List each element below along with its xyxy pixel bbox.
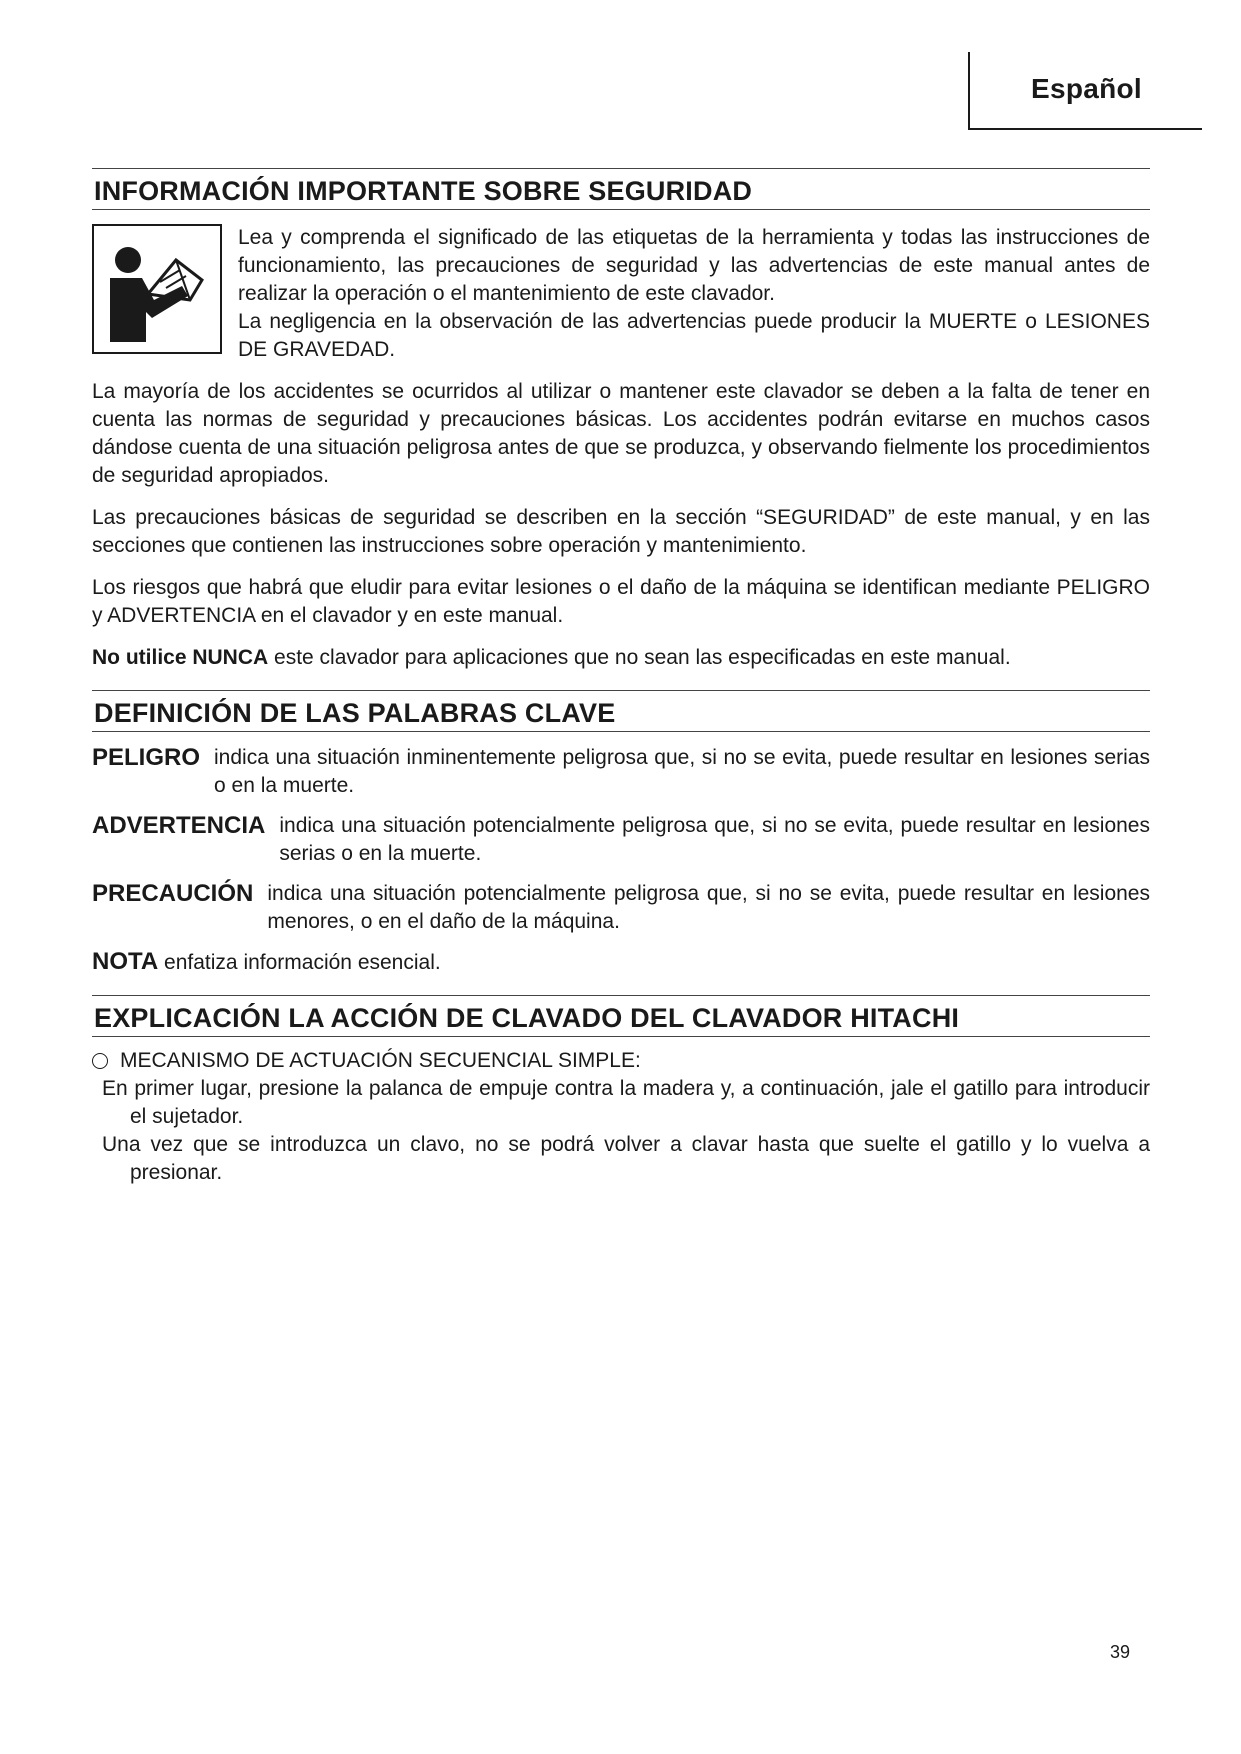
explanation-section-title: EXPLICACIÓN LA ACCIÓN DE CLAVADO DEL CLAVADOR HITACHI	[92, 995, 1150, 1037]
peligro-term: PELIGRO	[92, 744, 201, 771]
definitions-section-title: DEFINICIÓN DE LAS PALABRAS CLAVE	[92, 690, 1150, 732]
never-use-emphasis: No utilice NUNCA	[92, 646, 269, 669]
explanation-step-2: Una vez que se introduzca un clavo, no se podrá volver a clavar hasta que suelte el gatillo y lo vuelva a presionar.	[102, 1133, 1150, 1184]
explanation-step-1: En primer lugar, presione la palanca de empuje contra la madera y, a continuación, jale el gatillo para introducir el sujetador.	[102, 1077, 1150, 1128]
language-label: Español	[1030, 73, 1142, 104]
definition-nota	[92, 948, 1150, 977]
page-content	[92, 168, 1150, 1187]
safety-paragraph-1: La mayoría de los accidentes se ocurridos al utilizar o mantener este clavador se deben a la falta de tener en cuenta las normas de seguridad y precauciones básicas. Los accidentes podrán evitarse en muchos casos dándose cuenta de una situación peligrosa antes de que se produzca, y observando fielmente los procedimientos de seguridad apropiados.	[92, 380, 1150, 487]
safety-intro-text	[238, 224, 1150, 364]
mechanism-label: MECANISMO DE ACTUACIÓN SECUENCIAL SIMPLE:	[120, 1049, 641, 1072]
nota-term: NOTA	[92, 948, 159, 975]
read-manual-icon	[92, 224, 222, 354]
nota-text: enfatiza información esencial.	[158, 951, 441, 974]
nota-line	[92, 948, 441, 977]
advertencia-term: ADVERTENCIA	[92, 812, 266, 839]
safety-paragraph-3: Los riesgos que habrá que eludir para evitar lesiones o el daño de la máquina se identifican mediante PELIGRO y ADVERTENCIA en el clavador y en este manual.	[92, 576, 1150, 627]
safety-paragraph-4	[92, 644, 1150, 672]
definitions-list	[92, 744, 1150, 977]
mechanism-heading	[92, 1047, 1150, 1075]
safety-intro	[92, 224, 1150, 364]
intro-paragraph-2: La negligencia en la observación de las advertencias puede producir la MUERTE o LESIONES DE GRAVEDAD.	[238, 310, 1150, 361]
intro-paragraph-1: Lea y comprenda el significado de las etiquetas de la herramienta y todas las instrucciones de funcionamiento, las precauciones de seguridad y las advertencias de este manual antes de realizar la operación o el mantenimiento de este clavador.	[238, 226, 1150, 305]
safety-paragraph-2: Las precauciones básicas de seguridad se describen en la sección “SEGURIDAD” de este manual, y en las secciones que contienen las instrucciones sobre operación y mantenimiento.	[92, 506, 1150, 557]
precaucion-text: indica una situación potencialmente peligrosa que, si no se evita, puede resultar en lesiones menores, o en el daño de la máquina.	[267, 882, 1150, 933]
definition-peligro	[92, 744, 1150, 800]
advertencia-text: indica una situación potencialmente peligrosa que, si no se evita, puede resultar en lesiones serias o en la muerte.	[279, 814, 1150, 865]
peligro-text: indica una situación inminentemente peligrosa que, si no se evita, puede resultar en lesiones serias o en la muerte.	[214, 746, 1150, 797]
circle-bullet-icon	[92, 1053, 108, 1069]
never-use-text: este clavador para aplicaciones que no sean las especificadas en este manual.	[268, 646, 1011, 669]
page-number: 39	[1110, 1642, 1131, 1662]
safety-section-title: INFORMACIÓN IMPORTANTE SOBRE SEGURIDAD	[92, 168, 1150, 210]
definition-precaucion	[92, 880, 1150, 936]
definition-advertencia	[92, 812, 1150, 868]
language-tab	[968, 52, 1202, 130]
precaucion-term: PRECAUCIÓN	[92, 880, 254, 907]
